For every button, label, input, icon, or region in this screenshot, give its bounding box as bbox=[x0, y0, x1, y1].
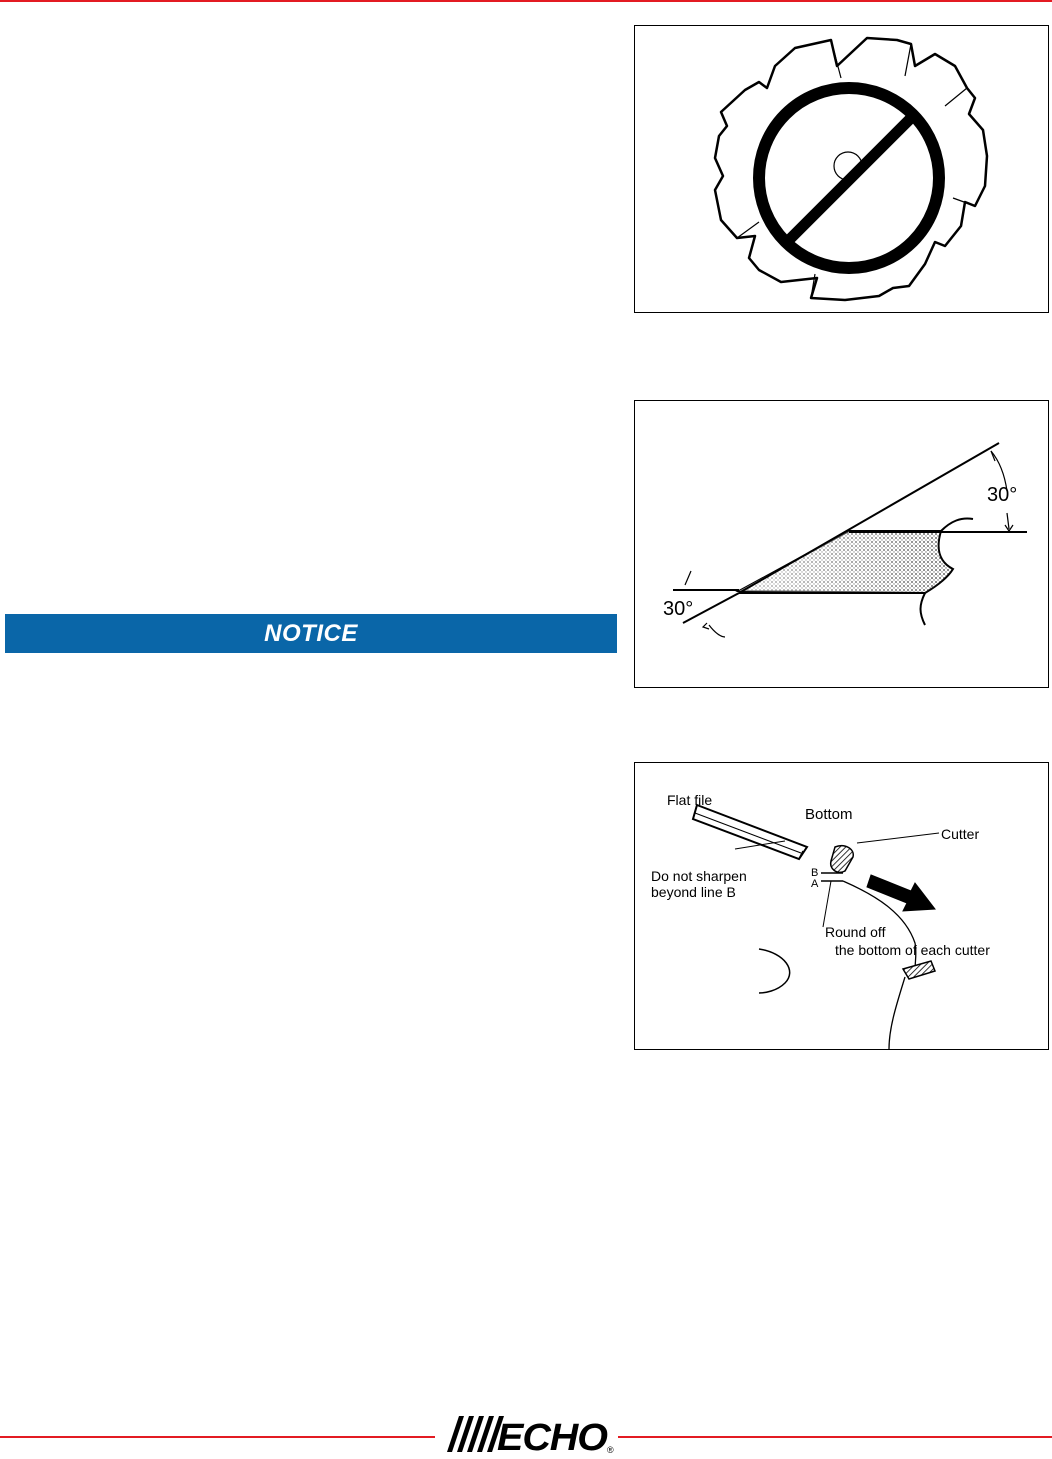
line-a-label: A bbox=[811, 878, 819, 890]
bottom-label: Bottom bbox=[805, 806, 853, 823]
footer-rule-left bbox=[0, 1436, 435, 1438]
cutter-label: Cutter bbox=[941, 826, 980, 842]
round-off-label-1: Round off bbox=[825, 924, 886, 940]
footer-rule-right bbox=[618, 1436, 1052, 1438]
notice-banner: NOTICE bbox=[5, 614, 617, 653]
round-off-label-2: the bottom of each cutter bbox=[835, 942, 990, 958]
flat-file-figure bbox=[634, 762, 1049, 1050]
angle-label-top: 30° bbox=[987, 484, 1018, 506]
angle-label-bottom: 30° bbox=[663, 598, 694, 620]
top-rule bbox=[0, 0, 1052, 2]
flat-file-label: Flat file bbox=[667, 792, 713, 808]
svg-text:®: ® bbox=[607, 1445, 614, 1454]
do-not-sharpen-label-1: Do not sharpen bbox=[651, 868, 747, 884]
prohibited-blade-figure bbox=[634, 25, 1049, 313]
line-b-label: B bbox=[811, 867, 819, 879]
sharpening-angle-figure bbox=[634, 400, 1049, 688]
svg-text:ECHO: ECHO bbox=[497, 1417, 608, 1454]
echo-logo bbox=[437, 1412, 617, 1454]
do-not-sharpen-label-2: beyond line B bbox=[651, 884, 736, 900]
